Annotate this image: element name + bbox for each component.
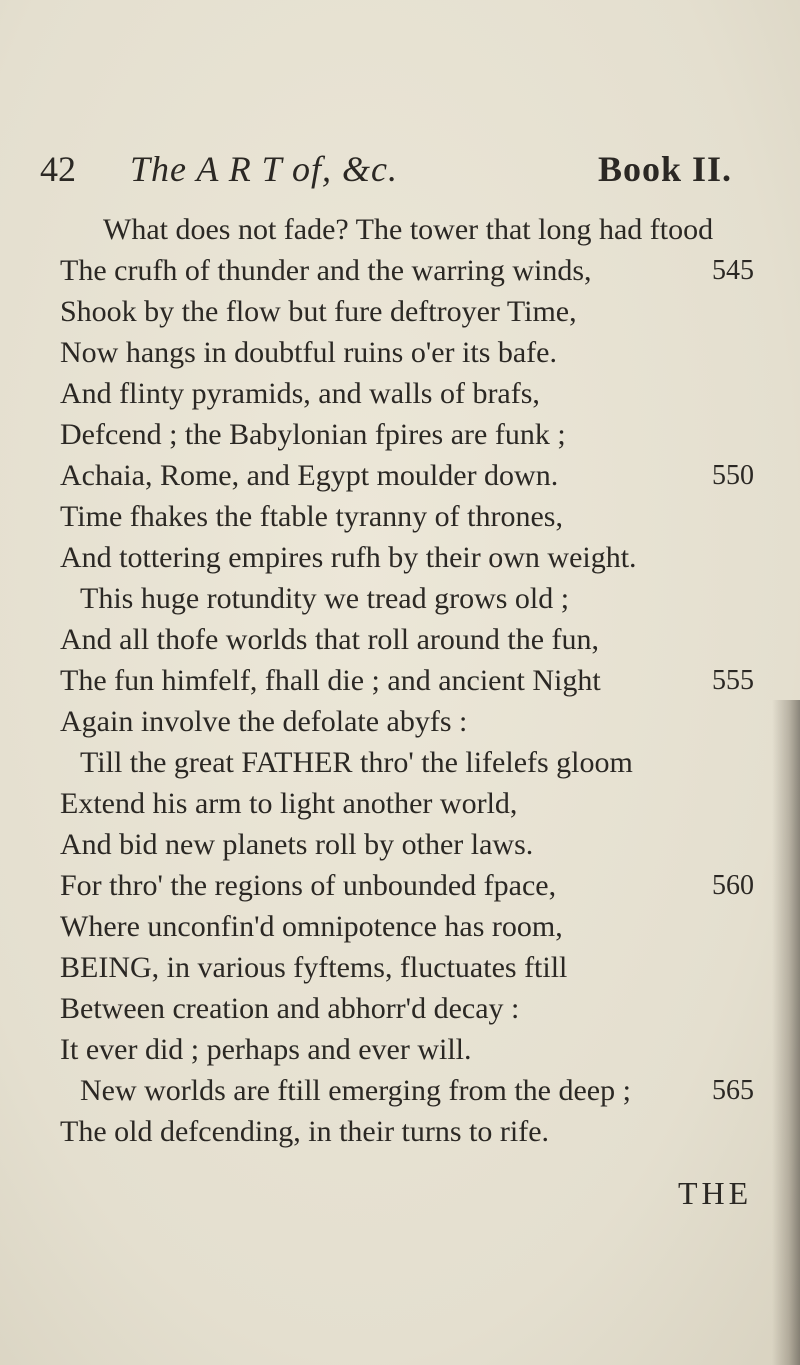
verse-line xyxy=(0,1112,800,1156)
line-number: 545 xyxy=(712,255,754,286)
verse-text: For thro' the regions of unbounded fpace, xyxy=(60,869,557,902)
verse-text: Now hangs in doubtful ruins o'er its bafe. xyxy=(60,336,557,369)
verse-text: Where unconfin'd omnipotence has room, xyxy=(60,910,563,943)
verse-text: Between creation and abhorr'd decay : xyxy=(60,992,520,1025)
verse-text: The fun himfelf, fhall die ; and ancient Night xyxy=(60,664,601,697)
verse-line xyxy=(0,579,800,623)
verse-line xyxy=(0,497,800,541)
verse-line xyxy=(0,784,800,828)
verse-line xyxy=(0,989,800,1033)
page-number: 42 xyxy=(40,149,76,189)
verse-text: The old defcending, in their turns to rife. xyxy=(60,1115,550,1148)
verse-line xyxy=(0,1071,800,1115)
verse-text: And bid new planets roll by other laws. xyxy=(60,828,534,861)
verse-text: Time fhakes the ftable tyranny of thrones, xyxy=(60,500,563,533)
book-label: Book II. xyxy=(598,149,733,189)
verse-text: And flinty pyramids, and walls of brafs, xyxy=(60,377,540,410)
line-number: 560 xyxy=(712,870,754,901)
verse-line xyxy=(0,866,800,910)
line-number: 550 xyxy=(712,460,754,491)
verse-line xyxy=(0,538,800,582)
verse-line xyxy=(0,210,800,254)
verse-line xyxy=(0,948,800,992)
line-number: 565 xyxy=(712,1075,754,1106)
verse-line xyxy=(0,743,800,787)
verse-line xyxy=(0,415,800,459)
verse-text: And all thofe worlds that roll around the fun, xyxy=(60,623,600,656)
running-title: The A R T of, &c. xyxy=(130,149,399,189)
verse-text: Defcend ; the Babylonian fpires are funk ; xyxy=(60,418,566,451)
verse-text: BEING, in various fyftems, fluctuates ftill xyxy=(60,951,568,984)
verse-line xyxy=(0,907,800,951)
line-number: 555 xyxy=(712,665,754,696)
verse-text: Again involve the defolate abyfs : xyxy=(60,705,468,738)
verse-text: Shook by the flow but fure deftroyer Time, xyxy=(60,295,577,328)
verse-text: This huge rotundity we tread grows old ; xyxy=(80,582,570,615)
running-header xyxy=(0,148,800,198)
verse-text: Extend his arm to light another world, xyxy=(60,787,518,820)
verse-text: The crufh of thunder and the warring winds, xyxy=(60,254,592,287)
verse-line xyxy=(0,620,800,664)
verse-text: What does not fade? The tower that long had ftood xyxy=(103,213,714,246)
verse-line xyxy=(0,456,800,500)
verse-line xyxy=(0,702,800,746)
verse-text: Achaia, Rome, and Egypt moulder down. xyxy=(60,459,559,492)
verse-line xyxy=(0,292,800,336)
catchword: THE xyxy=(678,1175,753,1211)
verse-line xyxy=(0,825,800,869)
verse-text: And tottering empires rufh by their own weight. xyxy=(60,541,637,574)
verse-text: New worlds are ftill emerging from the deep ; xyxy=(80,1074,631,1107)
verse-line xyxy=(0,1030,800,1074)
verse-text: Till the great FATHER thro' the lifelefs gloom xyxy=(80,746,633,779)
verse-line xyxy=(0,661,800,705)
verse-line xyxy=(0,333,800,377)
verse-line xyxy=(0,374,800,418)
verse-text: It ever did ; perhaps and ever will. xyxy=(60,1033,472,1066)
verse-line xyxy=(0,251,800,295)
